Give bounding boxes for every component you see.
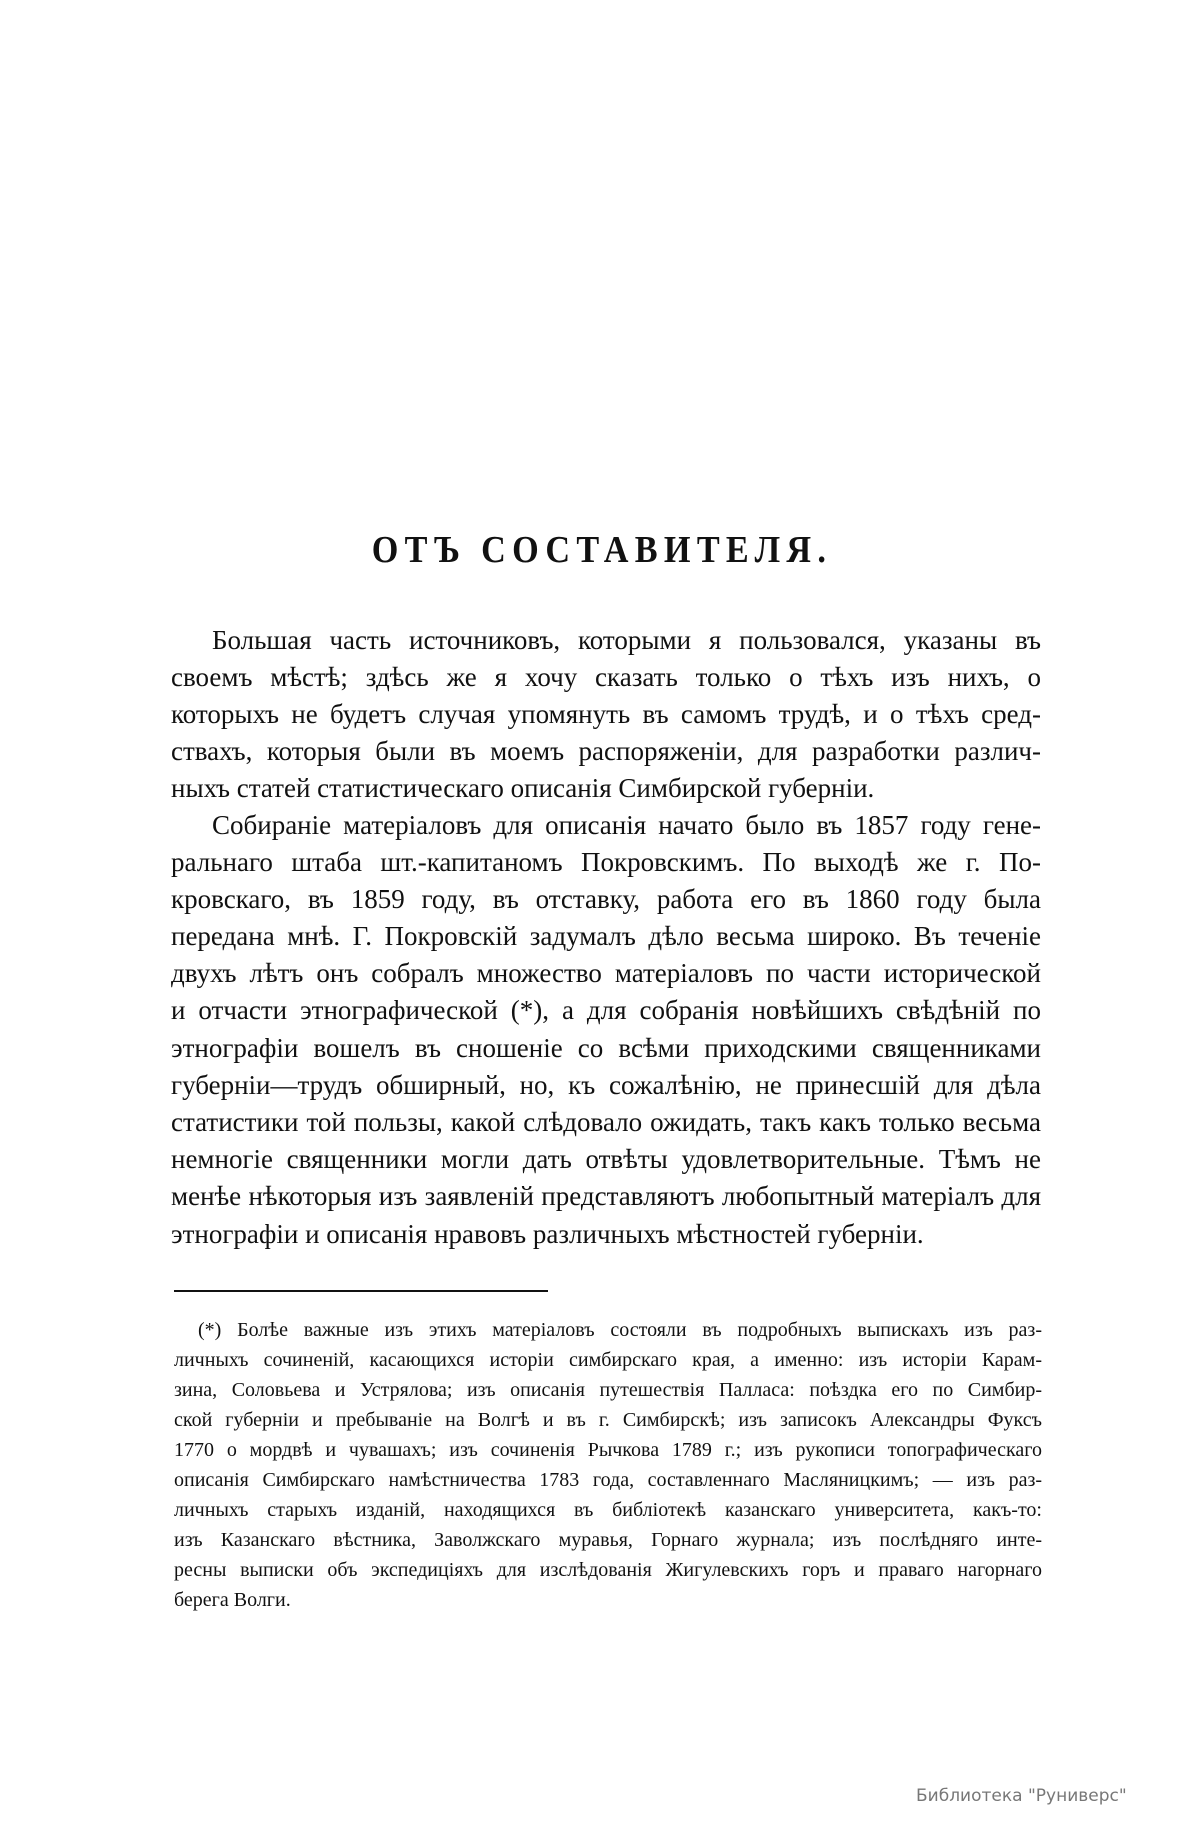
footnote-divider [174, 1290, 548, 1292]
text-line: немногіе священники могли дать отвѣты удовлетворительные. Тѣмъ не [171, 1144, 1041, 1174]
footnote-line: зина, Соловьева и Устрялова; изъ описанія путешествія Палласа: поѣздка его по Симбир- [174, 1379, 1042, 1401]
text-line: этнографіи и описанія нравовъ различныхъ мѣстностей губерніи. [171, 1219, 924, 1249]
library-watermark: Библиотека "Руниверс" [916, 1786, 1127, 1806]
footnote-line: личныхъ старыхъ изданій, находящихся въ библіотекѣ казанскаго университета, какъ-то: [174, 1499, 1042, 1521]
text-line: кровскаго, въ 1859 году, въ отставку, работа его въ 1860 году была [171, 884, 1041, 914]
footnote-line: описанія Симбирскаго намѣстничества 1783 года, составленнаго Масляницкимъ; — изъ раз- [174, 1469, 1042, 1491]
page-title: ОТЪ СОСТАВИТЕЛЯ. [371, 529, 833, 571]
text-line: менѣе нѣкоторыя изъ заявленій представляютъ любопытный матеріалъ для [171, 1181, 1041, 1211]
text-line: этнографіи вошелъ въ сношеніе со всѣми приходскими священниками [171, 1033, 1041, 1063]
footnote-line: изъ Казанскаго вѣстника, Заволжскаго муравья, Горнаго журнала; изъ послѣдняго инте- [174, 1529, 1042, 1551]
text-line: Собираніе матеріаловъ для описанія начато было въ 1857 году гене- [212, 810, 1041, 840]
text-line: и отчасти этнографической (*), а для собранія новѣйшихъ свѣдѣній по [171, 995, 1041, 1025]
footnote-line: (*) Болѣе важные изъ этихъ матеріаловъ состояли въ подробныхъ выпискахъ изъ раз- [198, 1319, 1042, 1341]
text-line: статистики той пользы, какой слѣдовало ожидать, такъ какъ только весьма [171, 1107, 1041, 1137]
footnote-line: личныхъ сочиненій, касающихся исторіи симбирскаго края, а именно: изъ исторіи Карам- [174, 1349, 1042, 1371]
text-line: губерніи—трудъ обширный, но, къ сожалѣнію, не принесшій для дѣла [171, 1070, 1041, 1100]
text-line: передана мнѣ. Г. Покровскій задумалъ дѣло весьма широко. Въ теченіе [171, 921, 1041, 951]
footnote-line: ресны выписки объ экспедиціяхъ для изслѣдованія Жигулевскихъ горъ и праваго нагорнаго [174, 1559, 1042, 1581]
footnote-line: берега Волги. [174, 1589, 291, 1611]
footnote-line: ской губерніи и пребываніе на Волгѣ и въ г. Симбирскѣ; изъ записокъ Александры Фуксъ [174, 1409, 1042, 1431]
text-line: своемъ мѣстѣ; здѣсь же я хочу сказать только о тѣхъ изъ нихъ, о [171, 662, 1041, 692]
text-line: двухъ лѣтъ онъ собралъ множество матеріаловъ по части исторической [171, 958, 1041, 988]
text-line: ральнаго штаба шт.-капитаномъ Покровскимъ. По выходѣ же г. По- [171, 847, 1041, 877]
text-line: ствахъ, которыя были въ моемъ распоряженіи, для разработки различ- [171, 736, 1041, 766]
text-line: Большая часть источниковъ, которыми я пользовался, указаны въ [212, 625, 1041, 655]
text-line: ныхъ статей статистическаго описанія Симбирской губерніи. [171, 773, 875, 803]
text-line: которыхъ не будетъ случая упомянуть въ самомъ трудѣ, и о тѣхъ сред- [171, 699, 1041, 729]
footnote-line: 1770 о мордвѣ и чувашахъ; изъ сочиненія Рычкова 1789 г.; изъ рукописи топографическаго [174, 1439, 1042, 1461]
